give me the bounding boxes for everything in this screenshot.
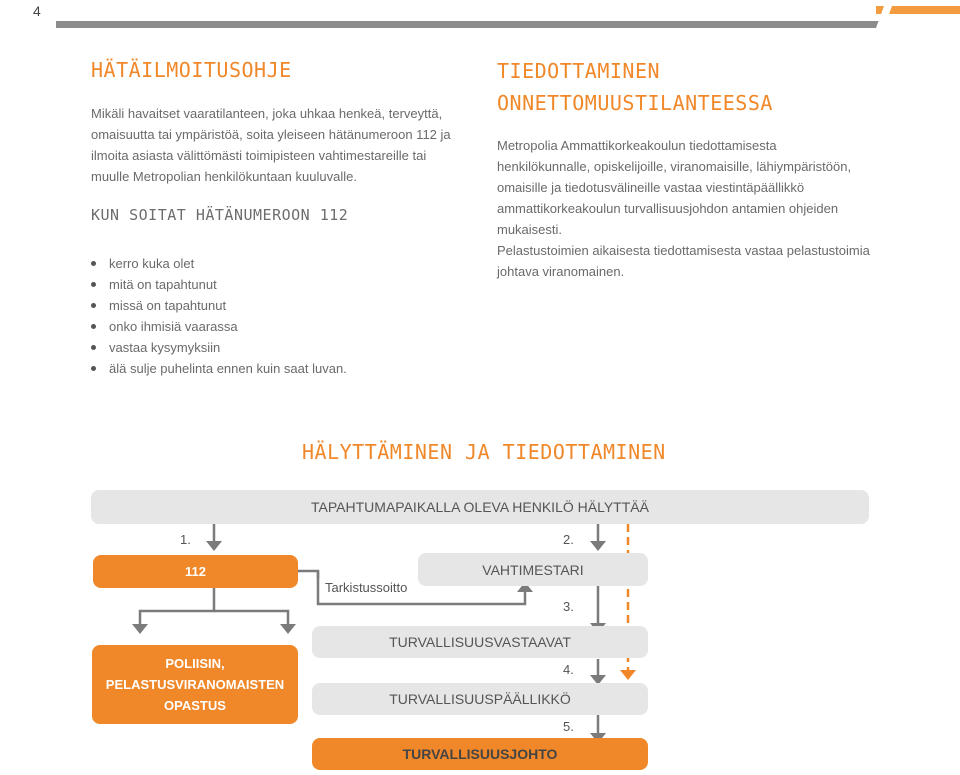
security-management-box: TURVALLISUUSJOHTO — [312, 738, 648, 770]
list-item: missä on tapahtunut — [91, 295, 347, 316]
communication-paragraph-1: Metropolia Ammattikorkeakoulun tiedottamisesta henkilökunnalle, opiskelijoille, viranomaisille, lähiympäristöön, omaisille ja tiedotusvälineille vastaa viestintäpäällikkö ammattikorkeakoulun turvallisuusjohdon antamien ohjeiden mukaisesti. — [497, 138, 852, 237]
alarm-raiser-box: TAPAHTUMAPAIKALLA OLEVA HENKILÖ HÄLYTTÄÄ — [91, 490, 869, 524]
emergency-paragraph: Mikäli havaitset vaaratilanteen, joka uhkaa henkeä, terveyttä, omaisuutta tai ympäristöä, soita yleiseen hätänumeroon 112 ja ilmoita asiasta välittömästi toimipisteen vahtimestareille tai muulle Metropolian henkilökuntaan kuuluvalle. — [91, 106, 451, 184]
communication-paragraph-2: Pelastustoimien aikaisesta tiedottamisesta vastaa pelastustoimia johtava viranomainen. — [497, 243, 870, 279]
page-number: 4 — [33, 3, 41, 19]
security-officers-box: TURVALLISUUSVASTAAVAT — [312, 626, 648, 658]
police-line-3: OPASTUS — [164, 698, 226, 713]
caretaker-box: VAHTIMESTARI — [418, 553, 648, 586]
security-manager-box: TURVALLISUUSPÄÄLLIKKÖ — [312, 683, 648, 715]
communication-heading-line2: ONNETTOMUUSTILANTEESSA — [497, 91, 773, 115]
step-5-label: 5. — [563, 719, 574, 734]
step-3-label: 3. — [563, 599, 574, 614]
list-item: kerro kuka olet — [91, 253, 347, 274]
check-call-label: Tarkistussoitto — [325, 580, 408, 595]
list-item: älä sulje puhelinta ennen kuin saat luvan. — [91, 358, 347, 379]
step-2-label: 2. — [563, 532, 574, 547]
emergency-heading: HÄTÄILMOITUSOHJE — [91, 58, 292, 82]
step-1-label: 1. — [180, 532, 191, 547]
list-item: mitä on tapahtunut — [91, 274, 347, 295]
list-item: vastaa kysymyksiin — [91, 337, 347, 358]
police-line-1: POLIISIN, — [165, 656, 225, 671]
step-4-label: 4. — [563, 662, 574, 677]
call-112-subheading: KUN SOITAT HÄTÄNUMEROON 112 — [91, 206, 349, 224]
flow-heading: HÄLYTTÄMINEN JA TIEDOTTAMINEN — [302, 440, 666, 464]
list-item: onko ihmisiä vaarassa — [91, 316, 347, 337]
police-line-2: PELASTUSVIRANOMAISTEN — [105, 677, 285, 692]
emergency-number-box: 112 — [93, 555, 298, 588]
communication-heading-line1: TIEDOTTAMINEN — [497, 59, 661, 83]
police-rescue-guidance-box — [92, 645, 298, 724]
